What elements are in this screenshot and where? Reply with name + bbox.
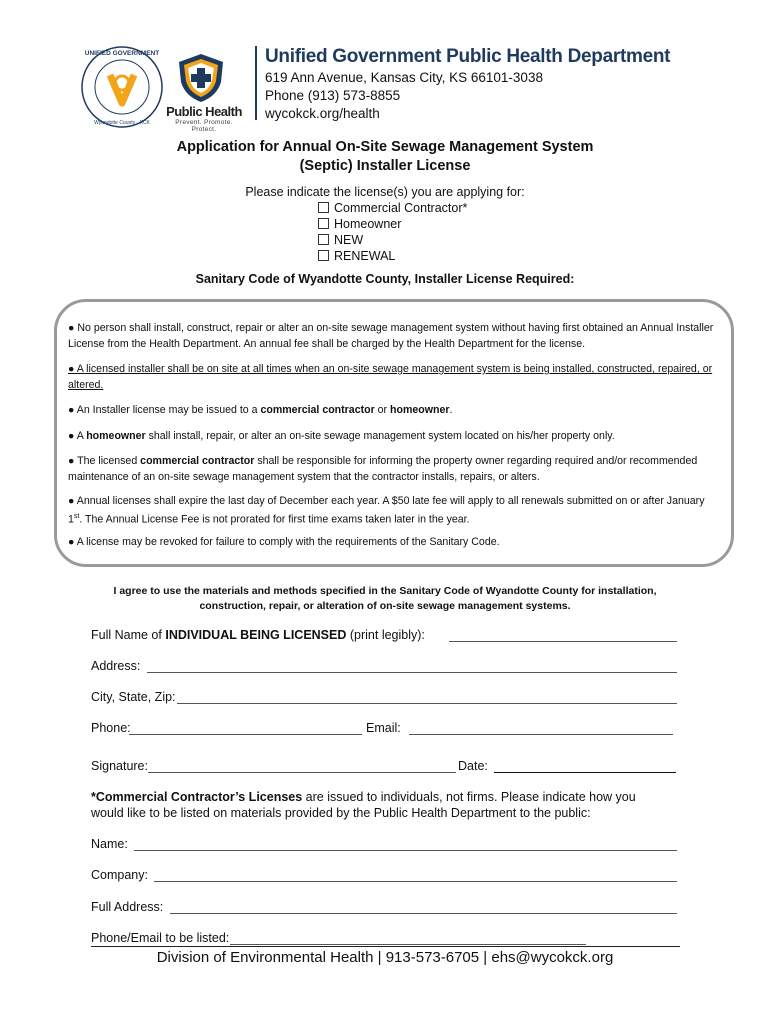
signature-label: Signature: — [91, 759, 148, 773]
license-prompt: Please indicate the license(s) you are applying for: — [245, 185, 525, 199]
contractor-name-input[interactable] — [134, 850, 677, 851]
phone-email-listed-label: Phone/Email to be listed: — [91, 931, 230, 945]
option-commercial-contractor[interactable]: Commercial Contractor* — [318, 201, 467, 215]
sanitary-code-heading: Sanitary Code of Wyandotte County, Installer License Required: — [195, 272, 575, 286]
signature-input[interactable] — [148, 772, 456, 773]
city-state-zip-label: City, State, Zip: — [91, 690, 176, 704]
phone-input[interactable] — [129, 734, 362, 735]
svg-text:Wyandotte County · KCK: Wyandotte County · KCK — [94, 120, 150, 126]
checkbox[interactable] — [318, 250, 329, 261]
public-health-shield-icon — [175, 52, 227, 104]
agreement-line2: construction, repair, or alteration of on-site sewage management systems. — [199, 600, 571, 612]
svg-text:UNIFIED GOVERNMENT: UNIFIED GOVERNMENT — [84, 50, 160, 57]
phone-label: Phone: — [91, 721, 131, 735]
option-homeowner[interactable]: Homeowner — [318, 217, 401, 231]
phone-email-listed-input[interactable] — [230, 944, 586, 945]
checkbox[interactable] — [318, 234, 329, 245]
header-divider — [255, 46, 257, 120]
option-new[interactable]: NEW — [318, 233, 363, 247]
agreement-line1: I agree to use the materials and methods specified in the Sanitary Code of Wyandotte County for installation, — [113, 585, 657, 597]
requirement-6: ● Annual licenses shall expire the last day of December each year. A $50 late fee will apply to all renewals submitted on or after January 1st. The Annual License Fee is not prorated for first time exams taken later in the year. — [68, 495, 705, 526]
contractor-note-line2: would like to be listed on materials provided by the Public Health Department to the public: — [91, 806, 591, 820]
form-title-line2: (Septic) Installer License — [299, 158, 471, 174]
address-label: Address: — [91, 659, 141, 673]
footer-contact: Division of Environmental Health | 913-573-6705 | ehs@wycokck.org — [156, 949, 614, 966]
requirement-7: ● A license may be revoked for failure to comply with the requirements of the Sanitary Code. — [68, 536, 500, 548]
email-label: Email: — [366, 721, 401, 735]
city-state-zip-input[interactable] — [177, 703, 677, 704]
county-seal-logo — [80, 45, 164, 129]
logo-name: Public Health — [166, 104, 242, 119]
checkbox[interactable] — [318, 218, 329, 229]
department-website: wycokck.org/health — [265, 106, 380, 121]
contractor-name-label: Name: — [91, 837, 128, 851]
option-renewal[interactable]: RENEWAL — [318, 249, 395, 263]
department-address: 619 Ann Avenue, Kansas City, KS 66101-3038 — [265, 70, 543, 85]
public-health-logo-text — [163, 104, 245, 133]
company-input[interactable] — [154, 881, 677, 882]
full-address-label: Full Address: — [91, 900, 164, 914]
department-name: Unified Government Public Health Department — [265, 46, 671, 67]
requirement-3: ● An Installer license may be issued to a commercial contractor or homeowner. — [68, 404, 453, 416]
full-name-label: Full Name of INDIVIDUAL BEING LICENSED (print legibly): — [91, 628, 425, 642]
address-input[interactable] — [147, 672, 677, 673]
full-address-input[interactable] — [170, 913, 677, 914]
checkbox[interactable] — [318, 202, 329, 213]
date-input[interactable] — [494, 772, 676, 773]
requirement-2: ● A licensed installer shall be on site at all times when an on-site sewage management system is being installed, constructed, repaired, or altered. — [68, 363, 713, 391]
full-name-input[interactable] — [449, 641, 677, 642]
department-phone: Phone (913) 573-8855 — [265, 88, 401, 103]
footer-rule — [91, 946, 680, 947]
requirement-4: ● A homeowner shall install, repair, or alter an on-site sewage management system located on his/her property only. — [68, 430, 615, 442]
contractor-note-line1: *Commercial Contractor’s Licenses are issued to individuals, not firms. Please indicate how you — [91, 790, 636, 804]
requirement-1: ● No person shall install, construct, repair or alter an on-site sewage management system without having first obtained an Annual Installer License from the Health Department. An annual fee shall be charged by the Health Department for the license. — [68, 322, 714, 350]
form-title-line1: Application for Annual On-Site Sewage Management System — [176, 139, 594, 155]
date-label: Date: — [458, 759, 488, 773]
email-input[interactable] — [409, 734, 673, 735]
company-label: Company: — [91, 868, 148, 882]
logo-tagline: Prevent. Promote. Protect. — [175, 119, 233, 133]
requirement-5: ● The licensed commercial contractor shall be responsible for informing the property owner regarding required and/or recommended maintenance of an on-site sewage management system that the contractor installs, repairs, or alters. — [68, 455, 698, 483]
